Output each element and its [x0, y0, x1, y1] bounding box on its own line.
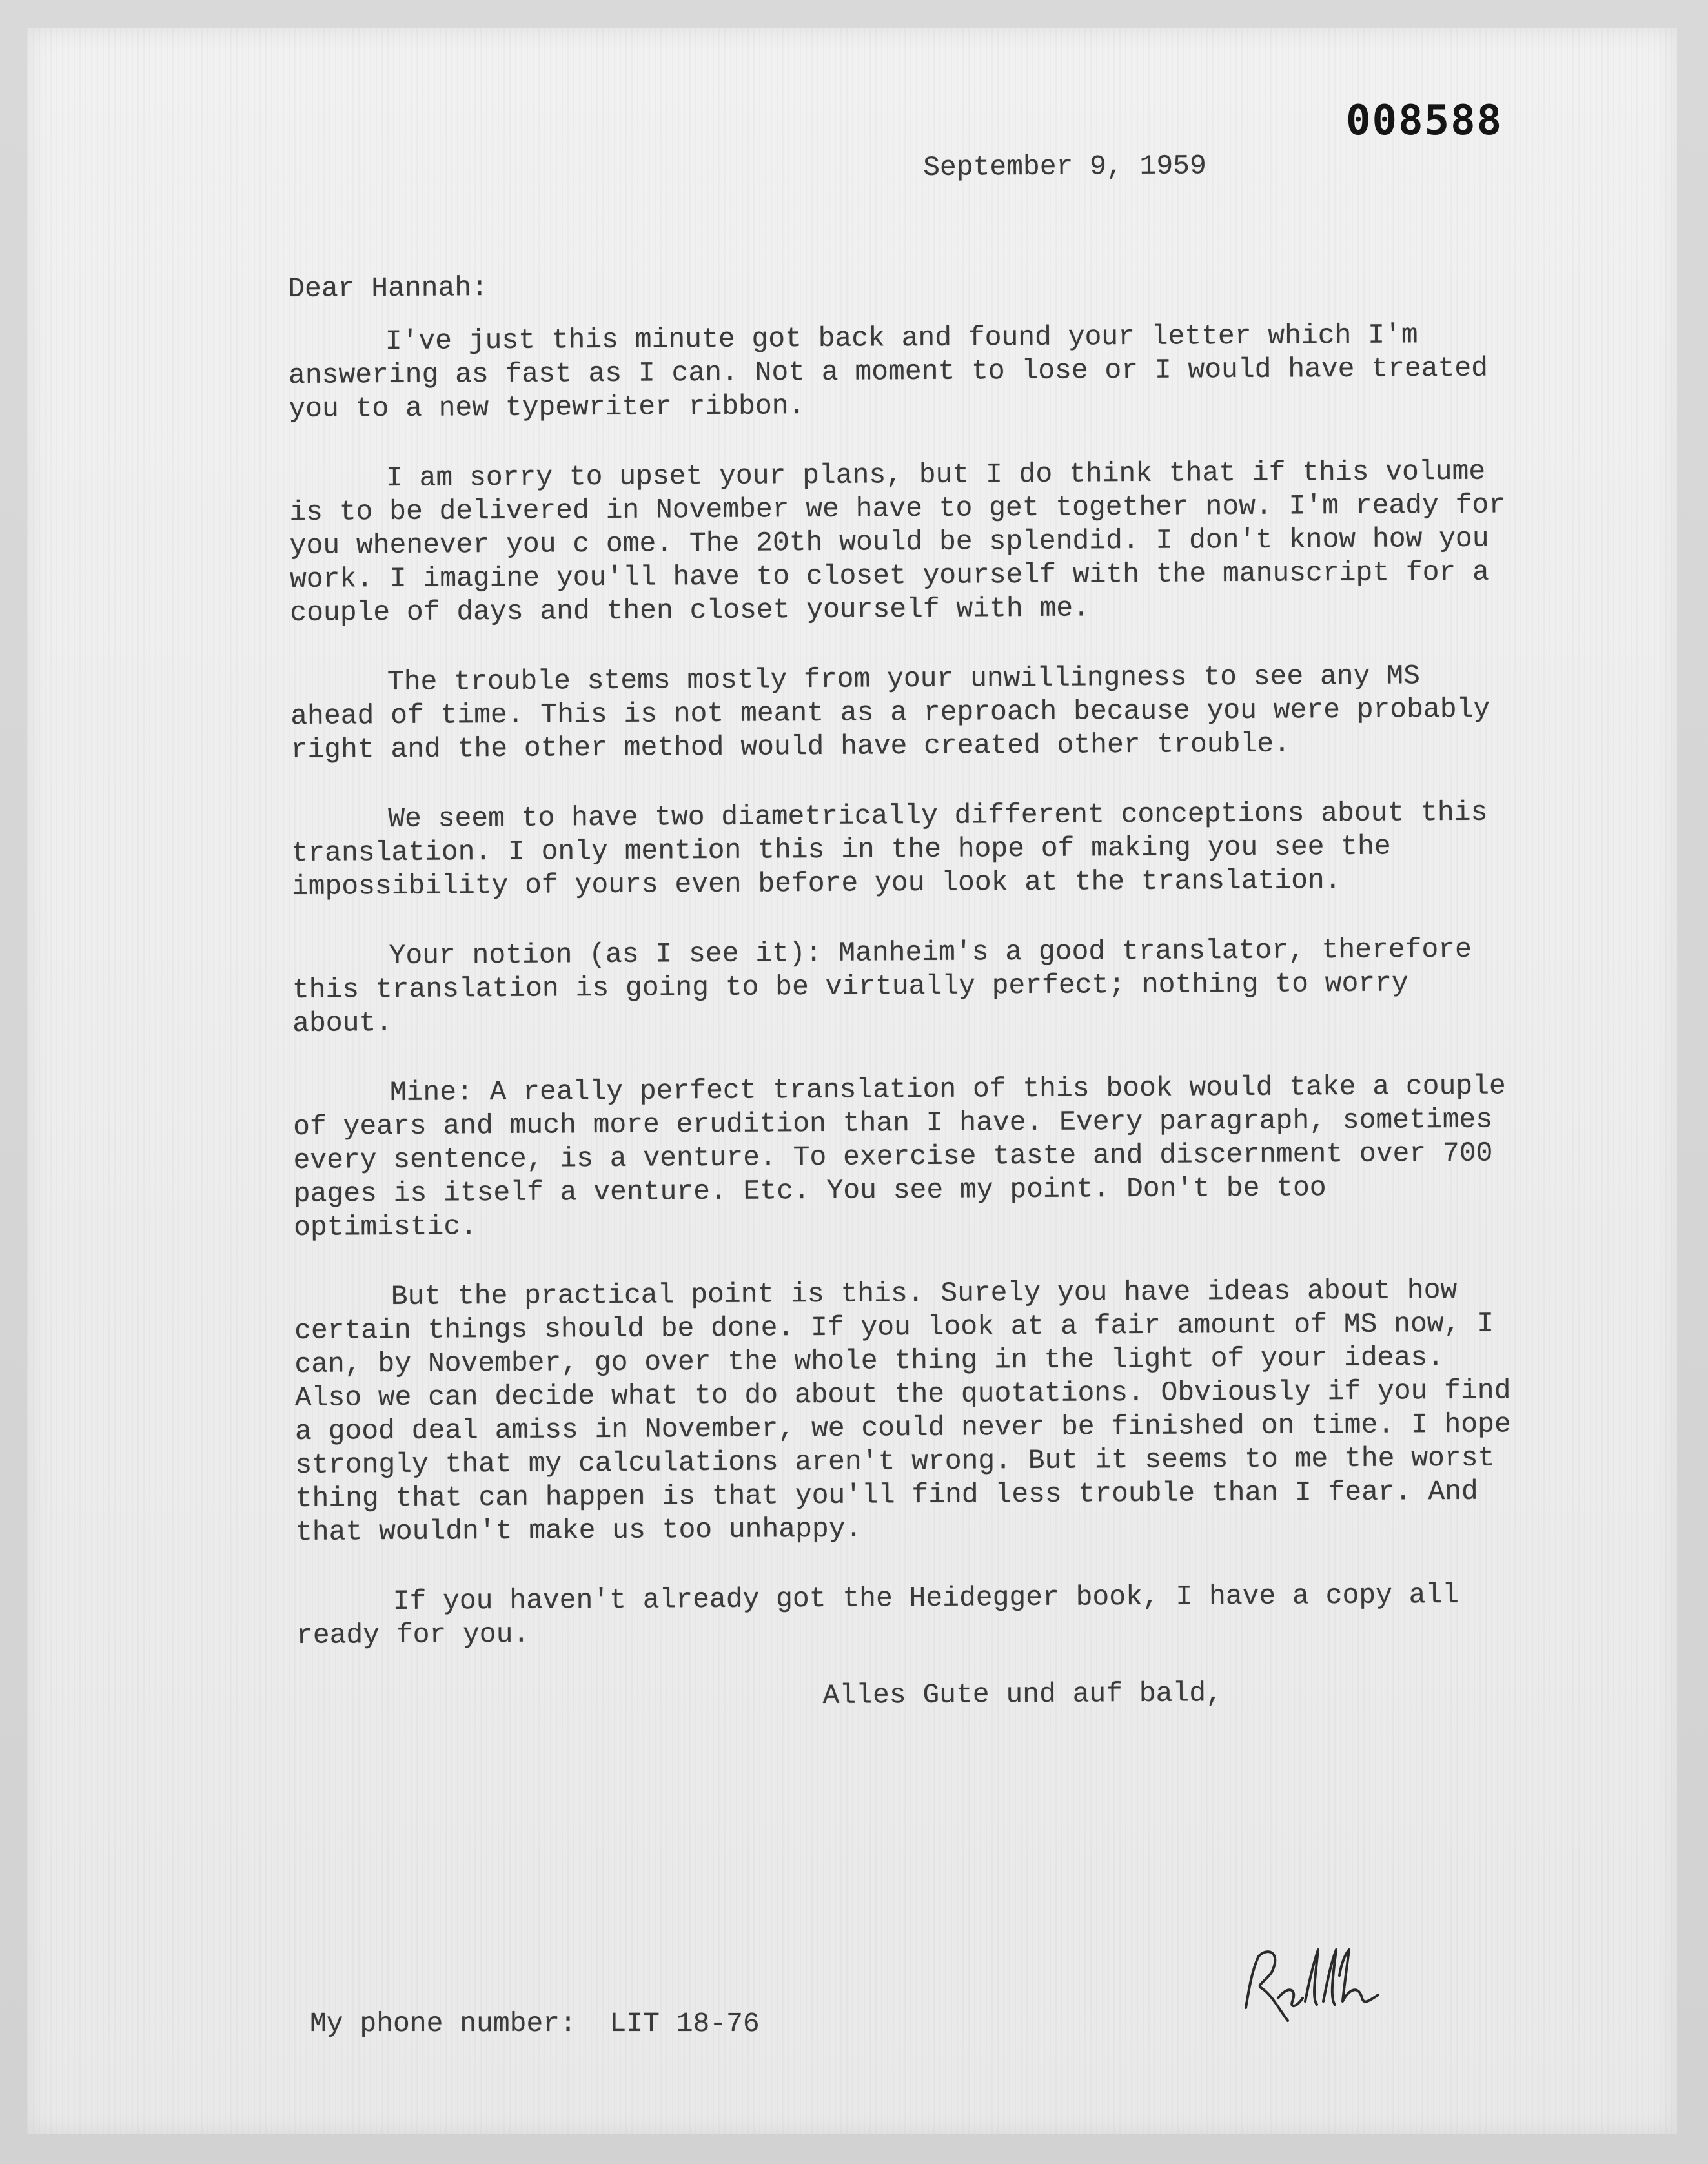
closing: Alles Gute und auf bald, [822, 1677, 1223, 1711]
letter-body [287, 147, 1523, 1716]
handwritten-signature [1233, 1937, 1388, 2047]
salutation: Dear Hannah: [288, 272, 489, 305]
paragraph: We seem to have two diametrically different conceptions about this translation. I only mention this in the hope of making you see the impossibility of yours even before you look at the translation. [291, 796, 1488, 903]
paragraph: Mine: A really perfect translation of this book would take a couple of years and much more erudition than I have. Every paragraph, sometimes every sentence, is a venture. To exercise taste and discernment over 700 pages is itself a venture. Etc. You see my point. Don't be too optimistic. [293, 1070, 1506, 1243]
phone-number-line: My phone number: LIT 18-76 [310, 2008, 760, 2039]
paragraph: I am sorry to upset your plans, but I do think that if this volume is to be delivered in November we have to get together now. I'm ready for you whenever you c ome. The 20th would be splendid. I don't know how you work. I imagine you'll have to closet yourself with the manuscript for a couple of days and then closet yourself with me. [289, 455, 1506, 629]
letter-date: September 9, 1959 [922, 150, 1206, 183]
paragraph: Your notion (as I see it): Manheim's a good translator, therefore this translation is going to be virtually perfect; nothing to worry about. [292, 933, 1472, 1039]
paragraph: If you haven't already got the Heidegger book, I have a copy all ready for you. [296, 1578, 1459, 1651]
paragraph: But the practical point is this. Surely you have ideas about how certain things should be done. If you look at a fair amount of MS now, I can, by November, go over the whole thing in the light of your ideas. Also we can decide what to do about the quotations. Obviously if you find a good deal amiss in November, we could never be finished on time. I hope strongly that my calculations aren't wrong. But it seems to me the worst thing that can happen is that you'll find less trouble than I fear. And that wouldn't make us too unhappy. [294, 1274, 1511, 1548]
document-number: 008588 [1346, 97, 1503, 145]
paragraph: The trouble stems mostly from your unwillingness to see any MS ahead of time. This is not meant as a reproach because you were probably right and the other method would have created other trouble. [290, 660, 1490, 766]
paragraph: I've just this minute got back and found your letter which I'm answering as fast as I can. Not a moment to lose or I would have treated you to a new typewriter ribbon. [288, 319, 1489, 425]
